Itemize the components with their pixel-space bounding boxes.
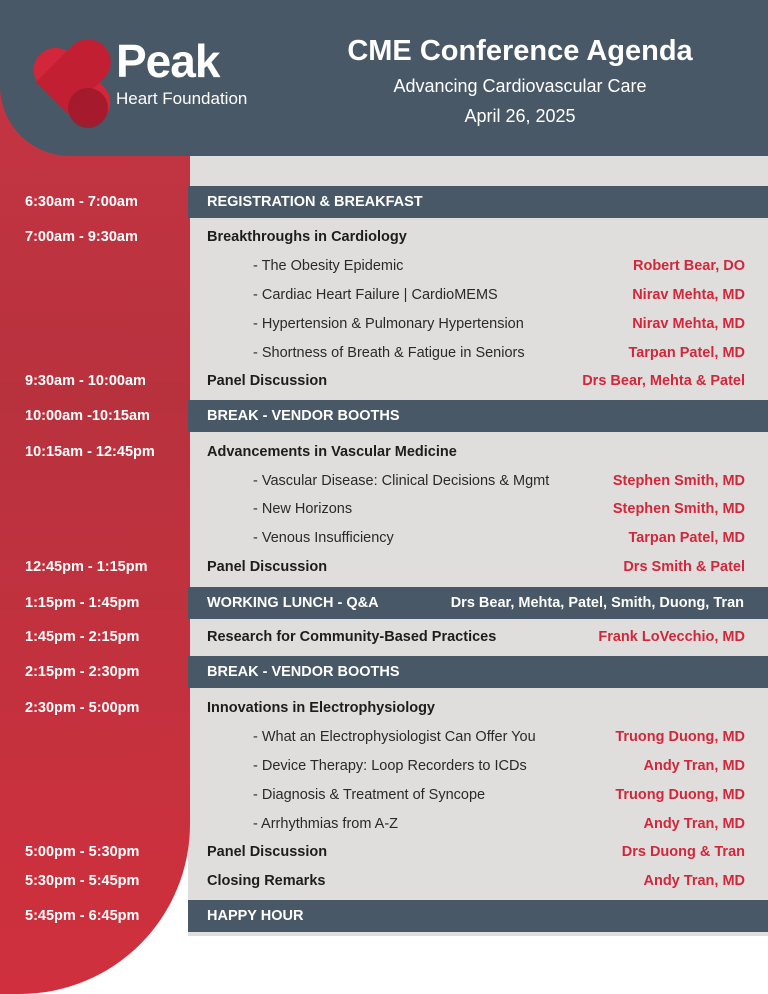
session-label: HAPPY HOUR — [207, 908, 304, 924]
talk-title: - Shortness of Breath & Fatigue in Seniors — [253, 345, 525, 361]
speaker-name: Frank LoVecchio, MD — [598, 629, 745, 645]
speaker-name: Drs Bear, Mehta & Patel — [582, 373, 745, 389]
page-title: CME Conference Agenda — [347, 35, 693, 67]
speaker-name: Andy Tran, MD — [643, 816, 745, 832]
time-slot: 9:30am - 10:00am — [25, 373, 146, 389]
talk-title: - The Obesity Epidemic — [253, 258, 404, 274]
time-slot: 5:45pm - 6:45pm — [25, 908, 140, 924]
event-date: April 26, 2025 — [464, 106, 576, 126]
time-slot: 1:45pm - 2:15pm — [25, 629, 140, 645]
time-slot: 2:15pm - 2:30pm — [25, 664, 140, 680]
header-banner — [0, 0, 768, 156]
talk-title: - Diagnosis & Treatment of Syncope — [253, 787, 486, 803]
speaker-name: Stephen Smith, MD — [612, 501, 745, 517]
speaker-list: Drs Bear, Mehta, Patel, Smith, Duong, Tran — [450, 595, 744, 611]
speaker-name: Tarpan Patel, MD — [628, 530, 745, 546]
session-label: WORKING LUNCH - Q&A — [207, 595, 379, 611]
talk-title: - Vascular Disease: Clinical Decisions & Mgmt — [253, 473, 550, 489]
speaker-name: Truong Duong, MD — [615, 729, 745, 745]
talk-title: - What an Electrophysiologist Can Offer You — [253, 729, 536, 745]
session-title: Panel Discussion — [207, 559, 328, 575]
time-slot: 10:15am - 12:45pm — [25, 444, 155, 460]
session-label: REGISTRATION & BREAKFAST — [207, 194, 423, 210]
talk-title: - Venous Insufficiency — [253, 530, 394, 546]
speaker-name: Andy Tran, MD — [643, 758, 745, 774]
session-title: Closing Remarks — [207, 873, 326, 889]
time-slot: 10:00am -10:15am — [25, 408, 150, 424]
talk-title: - New Horizons — [253, 501, 353, 517]
page-subtitle: Advancing Cardiovascular Care — [393, 76, 647, 96]
session-title: Advancements in Vascular Medicine — [207, 444, 457, 460]
time-slot: 1:15pm - 1:45pm — [25, 595, 140, 611]
time-slot: 7:00am - 9:30am — [25, 229, 138, 245]
speaker-name: Andy Tran, MD — [643, 873, 745, 889]
time-slot: 2:30pm - 5:00pm — [25, 700, 140, 716]
time-slot: 5:00pm - 5:30pm — [25, 844, 140, 860]
speaker-name: Drs Smith & Patel — [623, 559, 745, 575]
brand-name: Peak — [116, 35, 220, 87]
speaker-name: Nirav Mehta, MD — [632, 316, 745, 332]
heart-logo-icon — [22, 22, 112, 132]
brand-subtitle: Heart Foundation — [116, 89, 248, 108]
talk-title: - Hypertension & Pulmonary Hypertension — [253, 316, 524, 332]
session-title: Panel Discussion — [207, 373, 328, 389]
speaker-name: Truong Duong, MD — [615, 787, 745, 803]
speaker-name: Drs Duong & Tran — [621, 844, 745, 860]
session-label: BREAK - VENDOR BOOTHS — [207, 664, 400, 680]
time-slot: 12:45pm - 1:15pm — [25, 559, 148, 575]
talk-title: - Device Therapy: Loop Recorders to ICDs — [253, 758, 527, 774]
talk-title: - Cardiac Heart Failure | CardioMEMS — [253, 287, 498, 303]
speaker-name: Nirav Mehta, MD — [632, 287, 745, 303]
session-title: Innovations in Electrophysiology — [207, 700, 435, 716]
speaker-name: Robert Bear, DO — [633, 258, 745, 274]
speaker-name: Stephen Smith, MD — [612, 473, 745, 489]
time-slot: 6:30am - 7:00am — [25, 194, 138, 210]
time-slot: 5:30pm - 5:45pm — [25, 873, 140, 889]
session-title: Research for Community-Based Practices — [207, 629, 497, 645]
session-label: BREAK - VENDOR BOOTHS — [207, 408, 400, 424]
session-title: Breakthroughs in Cardiology — [207, 229, 407, 245]
talk-title: - Arrhythmias from A-Z — [253, 816, 399, 832]
session-title: Panel Discussion — [207, 844, 328, 860]
speaker-name: Tarpan Patel, MD — [628, 345, 745, 361]
